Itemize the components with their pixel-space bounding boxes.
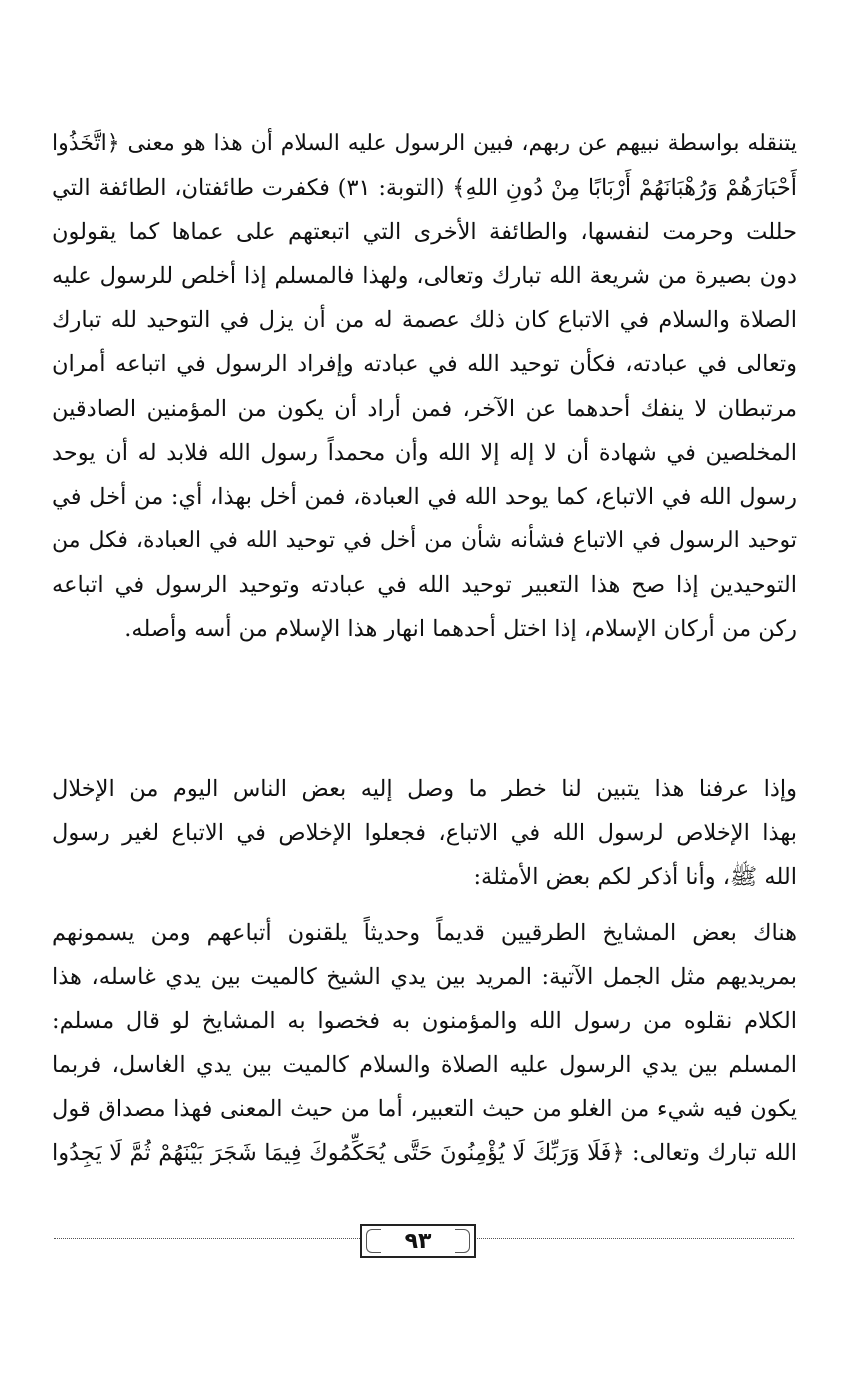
text-line: الصلاة والسلام في الاتباع كان ذلك عصمة له من أن يزل في التوحيد لله تبارك <box>52 307 797 334</box>
text-line: بهذا الإخلاص لرسول الله في الاتباع، فجعلوا الإخلاص في الاتباع لغير رسول <box>52 820 797 847</box>
frame-ornament-icon <box>455 1229 470 1253</box>
text-line: دون بصيرة من شريعة الله تبارك وتعالى، ولهذا فالمسلم إذا أخلص للرسول عليه <box>52 263 797 290</box>
text-line: مرتبطان لا ينفك أحدهما عن الآخر، فمن أراد أن يكون من المؤمنين الصادقين <box>52 395 797 422</box>
page-number-frame <box>360 1224 476 1258</box>
text-line: التوحيدين إذا صح هذا التعبير توحيد الله في عبادته وتوحيد الرسول في اتباعه <box>52 571 797 598</box>
text-line: وإذا عرفنا هذا يتبين لنا خطر ما وصل إليه بعض الناس اليوم من الإخلال <box>52 776 797 802</box>
text-line: هناك بعض المشايخ الطرقيين قديماً وحديثاً يلقنون أتباعهم ومن يسمونهم <box>52 920 797 946</box>
paragraph-1 <box>52 122 797 651</box>
text-line: أَحْبَارَهُمْ وَرُهْبَانَهُمْ أَرْبَابًا مِنْ دُونِ اللهِ﴾ (التوبة: ٣١) فكفرت طائفتان، الطائفة التي <box>52 175 797 202</box>
text-line: وتعالى في عبادته، فكأن توحيد الله في عبادته وإفراد الرسول في اتباعه أمران <box>52 351 797 378</box>
paragraph-2 <box>52 767 797 899</box>
text-line: توحيد الرسول في الاتباع فشأنه شأن من أخل في توحيد الله في العبادة، فكل من <box>52 527 797 553</box>
text-line: المسلم بين يدي الرسول عليه الصلاة والسلام كالميت بين يدي الغاسل، فربما <box>52 1052 797 1079</box>
text-line: ركن من أركان الإسلام، إذا اختل أحدهما انهار هذا الإسلام من أسه وأصله. <box>124 616 797 643</box>
text-line: يتنقله بواسطة نبيهم عن ربهم، فبين الرسول عليه السلام أن هذا هو معنى ﴿اتَّخَذُوا <box>52 131 797 156</box>
text-line: الله تبارك وتعالى: ﴿فَلَا وَرَبِّكَ لَا يُؤْمِنُونَ حَتَّى يُحَكِّمُوكَ فِيمَا شَجَرَ بَيْنَهُمْ ثُمَّ لَا يَجِدُوا <box>52 1140 797 1167</box>
text-line: الكلام نقلوه من رسول الله والمؤمنون به فخصوا به المشايخ لو قال مسلم: <box>52 1008 797 1035</box>
text-line: بمريديهم مثل الجمل الآتية: المريد بين يدي الشيخ كالميت بين يدي غاسله، هذا <box>52 964 797 991</box>
text-line: حللت وحرمت لنفسها، والطائفة الأخرى التي اتبعتهم على عماها كما يقولون <box>52 219 797 246</box>
frame-ornament-icon <box>366 1229 381 1253</box>
text-line: رسول الله في الاتباع، كما يوحد الله في العبادة، فمن أخل بهذا، أي: من أخل في <box>52 483 797 510</box>
text-line: المخلصين في شهادة أن لا إله إلا الله وأن محمداً رسول الله فلابد له أن يوحد <box>52 439 797 466</box>
text-line: الله ﷺ، وأنا أذكر لكم بعض الأمثلة: <box>473 864 797 891</box>
page-number: ٩٣ <box>404 1228 432 1254</box>
text-line: يكون فيه شيء من الغلو من حيث التعبير، أما من حيث المعنى فهذا مصداق قول <box>52 1096 797 1123</box>
paragraph-3 <box>52 911 797 1176</box>
